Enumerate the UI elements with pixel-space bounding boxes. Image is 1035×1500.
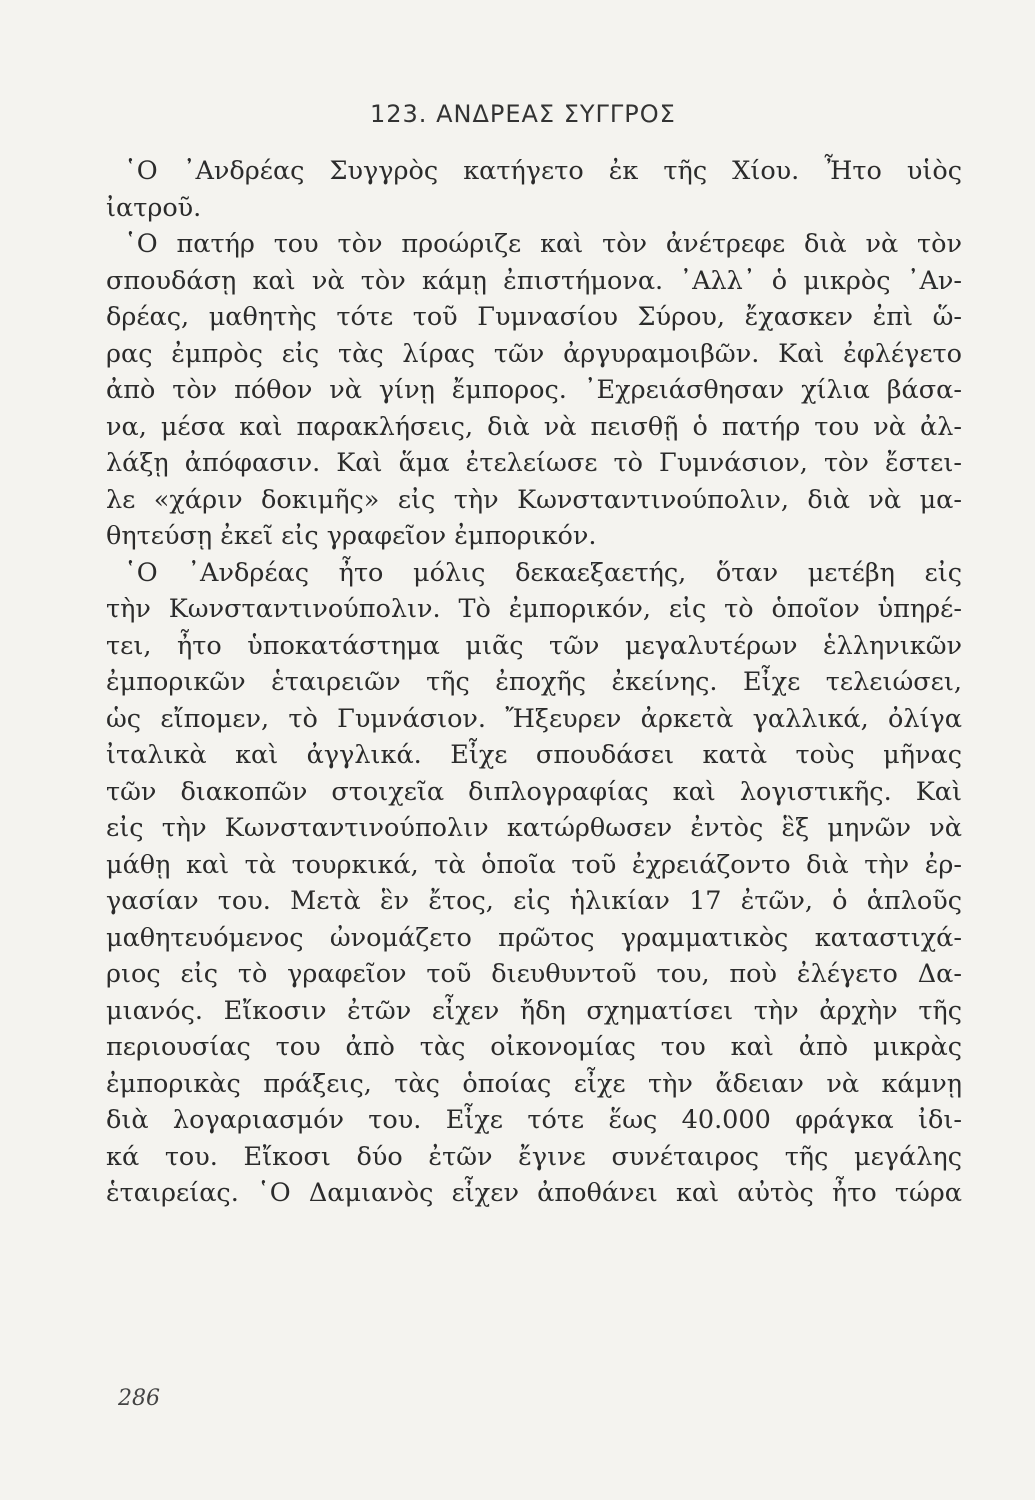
text-line: διὰ λογαριασμόν του. Εἶχε τότε ἕως 40.000 φράγκα ἰδι- xyxy=(106,1105,962,1135)
text-line: σπουδάσῃ καὶ νὰ τὸν κάμῃ ἐπιστήμονα. ᾿Αλλ᾿ ὁ μικρὸς ᾿Αν- xyxy=(106,265,962,296)
body-text xyxy=(106,153,962,1212)
text-line: τὴν Κωνσταντινούπολιν. Τὸ ἐμπορικόν, εἰς τὸ ὁποῖον ὑπηρέ- xyxy=(106,594,962,624)
text-line: κά του. Εἴκοσι δύο ἐτῶν ἔγινε συνέταιρος τῆς μεγάλης xyxy=(106,1141,962,1172)
text-line: ἐμπορικὰς πράξεις, τὰς ὁποίας εἶχε τὴν ἄδειαν νὰ κάμνῃ xyxy=(106,1068,962,1099)
page-number: 286 xyxy=(118,1386,160,1411)
text-line: ἰατροῦ. xyxy=(106,192,202,223)
text-line: γασίαν του. Μετὰ ἓν ἔτος, εἰς ἡλικίαν 17 ἐτῶν, ὁ ἁπλοῦς xyxy=(106,886,962,916)
text-line: εἰς τὴν Κωνσταντινούπολιν κατώρθωσεν ἐντὸς ἓξ μηνῶν νὰ xyxy=(106,813,962,843)
text-line: ῾Ο ᾿Ανδρέας ἦτο μόλις δεκαεξαετής, ὅταν μετέβη εἰς xyxy=(124,557,962,588)
text-line: ἀπὸ τὸν πόθον νὰ γίνῃ ἔμπορος. ᾿Εχρειάσθησαν χίλια βάσα- xyxy=(106,375,962,405)
text-line: μάθῃ καὶ τὰ τουρκικά, τὰ ὁποῖα τοῦ ἐχρειάζοντο διὰ τὴν ἐρ- xyxy=(106,849,962,880)
text-line: ἐμπορικῶν ἑταιρειῶν τῆς ἐποχῆς ἐκείνης. Εἶχε τελειώσει, xyxy=(106,667,962,697)
text-line: τει, ἦτο ὑποκατάστημα μιᾶς τῶν μεγαλυτέρων ἑλληνικῶν xyxy=(106,630,962,661)
text-line: θητεύσῃ ἐκεῖ εἰς γραφεῖον ἐμπορικόν. xyxy=(106,521,597,551)
text-line: ἑταιρείας. ῾Ο Δαμιανὸς εἶχεν ἀποθάνει καὶ αὐτὸς ἦτο τώρα xyxy=(106,1178,962,1208)
text-line: περιουσίας του ἀπὸ τὰς οἰκονομίας του καὶ ἀπὸ μικρὰς xyxy=(106,1032,962,1062)
text-line: ῾Ο πατήρ του τὸν προώριζε καὶ τὸν ἀνέτρεφε διὰ νὰ τὸν xyxy=(124,229,962,259)
text-line: ῾Ο ᾿Ανδρέας Συγγρὸς κατήγετο ἐκ τῆς Χίου. Ἦτο υἱὸς xyxy=(124,156,962,186)
text-line: τῶν διακοπῶν στοιχεῖα διπλογραφίας καὶ λογιστικῆς. Καὶ xyxy=(106,776,962,807)
text-line: μαθητευόμενος ὠνομάζετο πρῶτος γραμματικὸς καταστιχά- xyxy=(106,922,962,953)
text-line: λάξῃ ἀπόφασιν. Καὶ ἅμα ἐτελείωσε τὸ Γυμνάσιον, τὸν ἔστει- xyxy=(106,448,962,478)
text-line: ρας ἐμπρὸς εἰς τὰς λίρας τῶν ἀργυραμοιβῶν. Καὶ ἐφλέγετο xyxy=(106,338,962,369)
text-line: να, μέσα καὶ παρακλήσεις, διὰ νὰ πεισθῇ ὁ πατήρ του νὰ ἀλ- xyxy=(106,411,962,442)
text-line: μιανός. Εἴκοσιν ἐτῶν εἶχεν ἤδη σχηματίσει τὴν ἀρχὴν τῆς xyxy=(106,995,962,1026)
text-line: λε «χάριν δοκιμῆς» εἰς τὴν Κωνσταντινούπολιν, διὰ νὰ μα- xyxy=(106,484,962,515)
text-line: δρέας, μαθητὴς τότε τοῦ Γυμνασίου Σύρου, ἔχασκεν ἐπὶ ὥ- xyxy=(106,302,962,332)
text-line: ριος εἰς τὸ γραφεῖον τοῦ διευθυντοῦ του, ποὺ ἐλέγετο Δα- xyxy=(106,959,962,989)
text-line: ὡς εἴπομεν, τὸ Γυμνάσιον. Ἤξευρεν ἀρκετὰ γαλλικά, ὀλίγα xyxy=(106,703,962,734)
chapter-heading: 123. ΑΝΔΡΕΑΣ ΣΥΓΓΡΟΣ xyxy=(370,100,676,128)
text-line: ἰταλικὰ καὶ ἀγγλικά. Εἶχε σπουδάσει κατὰ τοὺς μῆνας xyxy=(106,740,962,770)
